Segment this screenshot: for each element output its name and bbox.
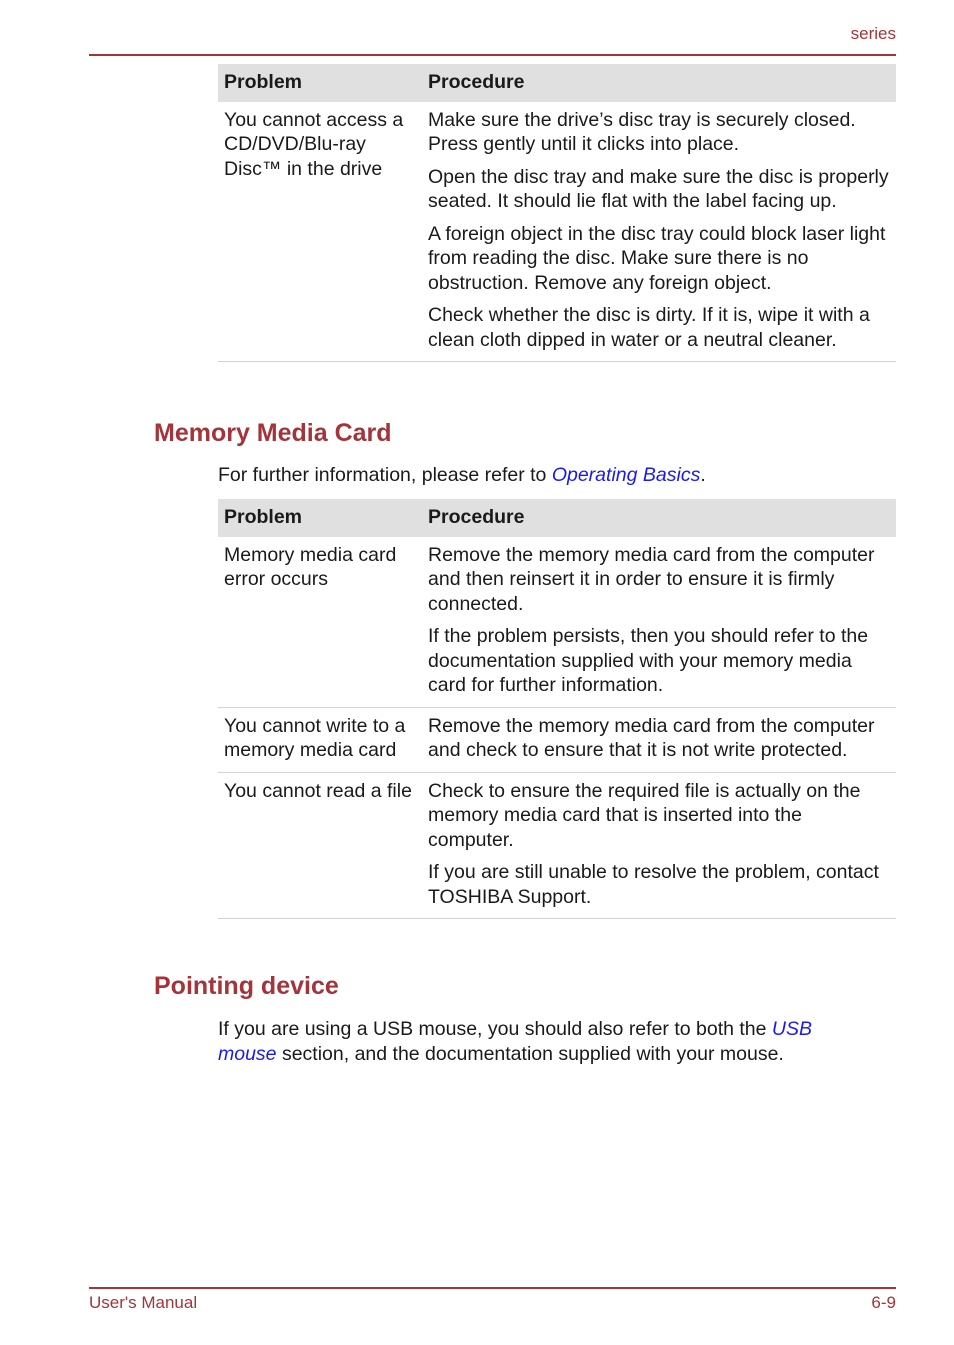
procedure-cell: [422, 102, 896, 362]
pointing-device-heading: Pointing device: [154, 972, 339, 1000]
procedure-step: Open the disc tray and make sure the disc is properly seated. It should lie flat with the label facing up.: [428, 165, 889, 212]
column-header-problem: Problem: [218, 499, 422, 537]
procedure-step: Make sure the drive’s disc tray is securely closed. Press gently until it clicks into place.: [428, 108, 856, 155]
footer-rule: [89, 1287, 896, 1289]
procedure-step: If you are still unable to resolve the problem, contact TOSHIBA Support.: [428, 861, 879, 908]
memory-intro-suffix: .: [700, 464, 706, 486]
memory-intro-paragraph: [218, 463, 858, 488]
memory-intro-text: For further information, please refer to: [218, 464, 552, 486]
memory-card-problem-table: [218, 499, 896, 919]
table-row: [218, 102, 896, 362]
problem-cell: You cannot access a CD/DVD/Blu-ray Disc™ in the drive: [218, 102, 422, 362]
problem-cell: You cannot write to a memory media card: [218, 707, 422, 772]
table-row: [218, 537, 896, 708]
page-number: 6-9: [871, 1293, 896, 1312]
table-row: [218, 772, 896, 919]
problem-cell: You cannot read a file: [218, 772, 422, 919]
table-header-row: [218, 499, 896, 537]
problem-cell: Memory media card error occurs: [218, 537, 422, 708]
procedure-cell: [422, 707, 896, 772]
procedure-step: Check whether the disc is dirty. If it is, wipe it with a clean cloth dipped in water or a neutral cleaner.: [428, 304, 870, 351]
header-rule: [89, 54, 896, 56]
procedure-step: If the problem persists, then you should refer to the documentation supplied with your memory media card for further information.: [428, 625, 869, 696]
optical-drive-problem-table: [218, 64, 896, 362]
table-header-row: [218, 64, 896, 102]
column-header-procedure: Procedure: [422, 499, 896, 537]
usb-mouse-link[interactable]: USB mouse: [218, 1018, 813, 1065]
pointing-device-paragraph: [218, 1017, 848, 1066]
procedure-step: Remove the memory media card from the computer and then reinsert it in order to ensure it is firmly connected.: [428, 543, 875, 615]
running-header: series: [850, 24, 896, 43]
procedure-step: Remove the memory media card from the computer and check to ensure that it is not write protected.: [428, 714, 875, 761]
procedure-cell: [422, 537, 896, 708]
table-row: [218, 707, 896, 772]
procedure-step: Check to ensure the required file is actually on the memory media card that is inserted into the computer.: [428, 779, 861, 851]
procedure-step: A foreign object in the disc tray could block laser light from reading the disc. Make sure there is no obstruction. Remove any foreign object.: [428, 222, 886, 294]
pointing-text-suffix: section, and the documentation supplied with your mouse.: [276, 1042, 784, 1065]
procedure-cell: [422, 772, 896, 919]
pointing-text: If you are using a USB mouse, you should also refer to both the: [218, 1018, 772, 1040]
operating-basics-link[interactable]: Operating Basics: [551, 464, 701, 486]
footer-manual-title: User's Manual: [89, 1293, 198, 1312]
memory-media-card-heading: Memory Media Card: [154, 419, 392, 447]
column-header-problem: Problem: [218, 64, 422, 102]
column-header-procedure: Procedure: [422, 64, 896, 102]
